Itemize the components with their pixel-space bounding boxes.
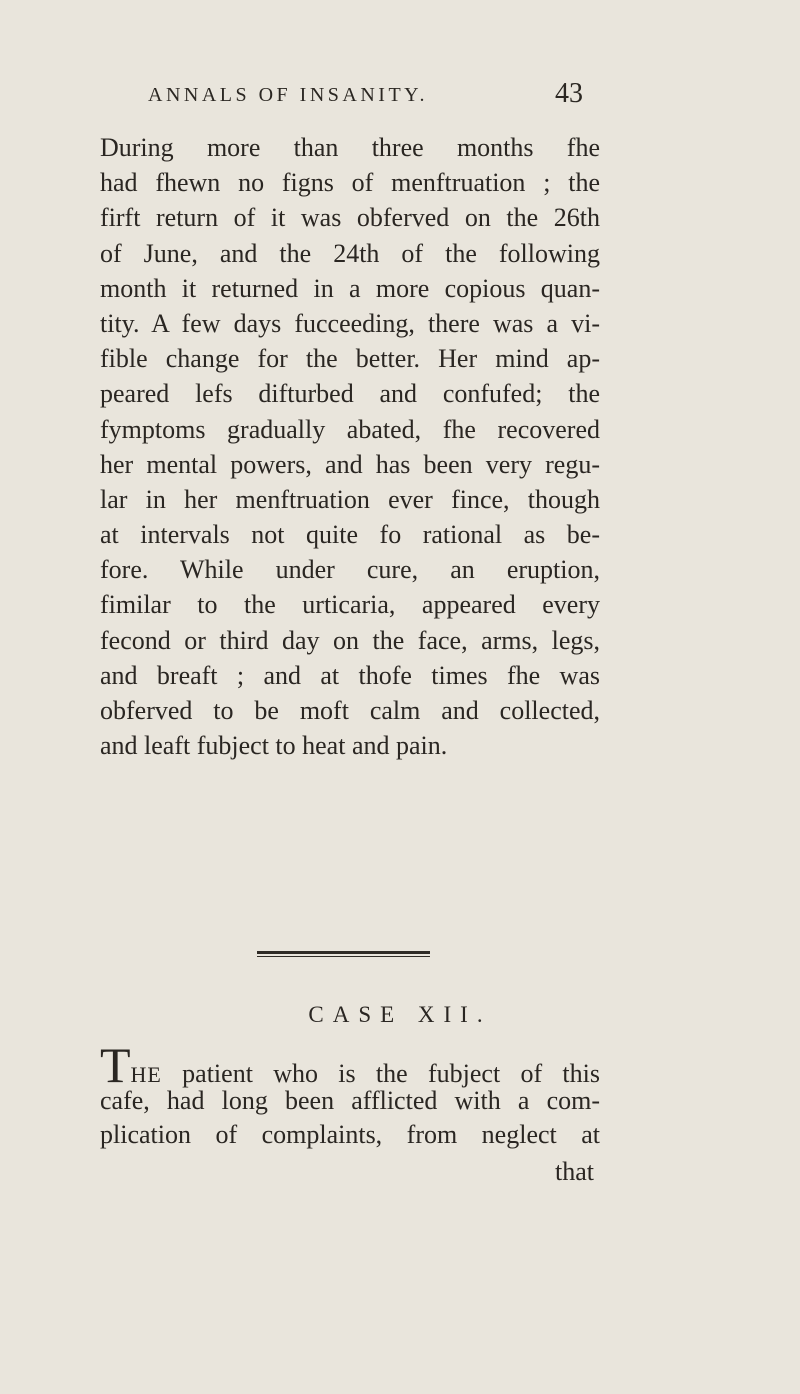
text-line: firft return of it was obferved on the 26th <box>100 203 600 233</box>
text-line: month it returned in a more copious quan- <box>100 273 600 303</box>
page-number: 43 <box>555 78 583 109</box>
section-divider-thin <box>257 956 430 957</box>
text-line: During more than three months fhe <box>100 133 600 162</box>
text-line: fible change for the better. Her mind ap- <box>100 344 600 374</box>
text-line: and breaft ; and at thofe times fhe was <box>100 660 600 690</box>
text-line: and leaft fubject to heat and pain. <box>100 731 448 761</box>
case-heading: CASE XII. <box>308 1002 492 1027</box>
catchword: that <box>555 1157 594 1186</box>
first-word-rest: HE <box>130 1062 162 1087</box>
section-divider-thick <box>257 951 430 954</box>
text-line: cafe, had long been afflicted with a com- <box>100 1086 600 1115</box>
paragraph-body <box>100 130 600 763</box>
text-line: of June, and the 24th of the following <box>100 238 600 268</box>
first-line-rest: patient who is the fubject of this <box>182 1059 600 1088</box>
text-line: lar in her menftruation ever fince, though <box>100 484 600 514</box>
page-header <box>0 78 800 118</box>
text-line: fore. While under cure, an eruption, <box>100 555 600 585</box>
text-line: fymptoms gradually abated, fhe recovered <box>100 414 600 444</box>
text-line: fimilar to the urticaria, appeared every <box>100 590 600 620</box>
text-line: her mental powers, and has been very regu- <box>100 449 600 479</box>
text-line: peared lefs difturbed and confufed; the <box>100 379 600 409</box>
text-line: had fhewn no figns of menftruation ; the <box>100 168 600 198</box>
running-head: ANNALS OF INSANITY. <box>148 84 429 106</box>
text-line: at intervals not quite fo rational as be- <box>100 520 600 550</box>
text-line: plication of complaints, from neglect at <box>100 1120 600 1149</box>
case-paragraph <box>100 1037 600 1152</box>
text-line: tity. A few days fucceeding, there was a vi- <box>100 308 600 338</box>
case-first-line <box>100 1037 600 1093</box>
drop-cap: T <box>100 1037 131 1093</box>
text-line: fecond or third day on the face, arms, legs, <box>100 625 600 655</box>
text-line: obferved to be moft calm and collected, <box>100 696 600 725</box>
